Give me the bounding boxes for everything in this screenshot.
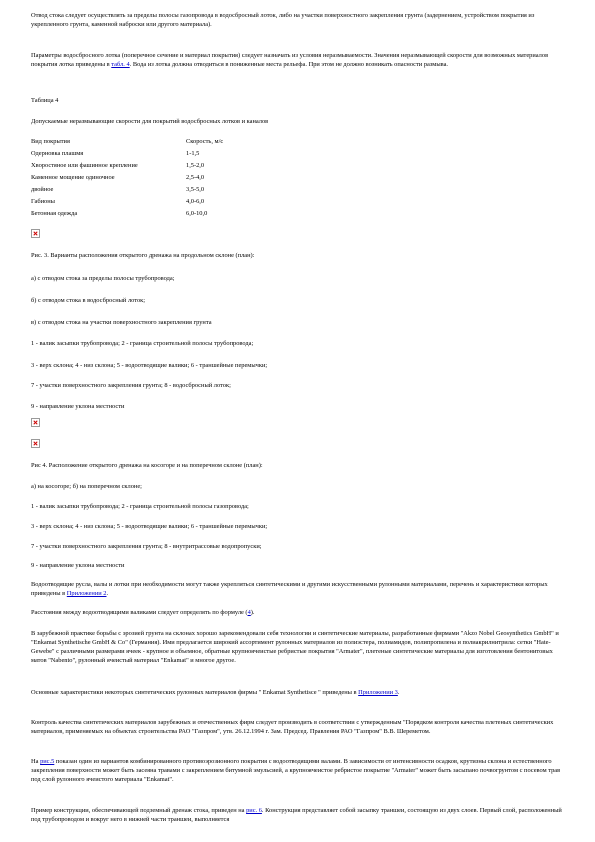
- link-table-4[interactable]: табл. 4: [111, 61, 130, 68]
- table-row: [31, 195, 371, 207]
- paragraph-drainage-channels: [31, 580, 566, 598]
- table-row: [31, 183, 371, 195]
- velocity-table: [31, 135, 371, 219]
- text-segment: Расстояния между водоотводящими валиками следует определять по формуле (: [31, 609, 248, 616]
- text-segment: Основные характеристики некоторых синтетических рулонных материалов фирмы " Enkamat Synthetisce " приведены в: [31, 689, 359, 696]
- table-cell: 1,5-2,0: [186, 161, 205, 169]
- table-row: [31, 207, 371, 219]
- text-segment: .: [106, 590, 109, 597]
- table-row: [31, 159, 371, 171]
- table-row: [31, 171, 371, 183]
- table-cell: 6,0-10,0: [186, 209, 208, 217]
- column-header: Вид покрытия: [31, 137, 70, 145]
- text-segment: . Конструкция представляет собой засыпку траншеи, состоящую из двух слоев. Первый слой, расположенный под трубопроводом и вокруг него в нижней части траншеи, выполняется: [31, 807, 562, 823]
- broken-image-icon: [31, 229, 40, 238]
- figure3-legend-item: 9 - направление уклона местности: [31, 403, 125, 410]
- text-segment: .: [397, 689, 400, 696]
- column-header: Скорость, м/с: [186, 137, 224, 145]
- text-segment: . Вода из лотка должна отводиться в пониженные места рельефа. При этом не должно возникать опасности размыва.: [129, 61, 449, 68]
- text-segment: Параметры водосбросного лотка (поперечное сечение и материал покрытия) следует назначать из условия неразмываемости. Значения неразмывающей скорости для возможных материалов покрытия лотка приведены в: [31, 52, 549, 68]
- table-cell: Бетонная одежда: [31, 209, 78, 217]
- text-segment: Пример конструкции, обеспечивающей подземный дренаж стока, приведен на: [31, 807, 247, 814]
- link-figure-5[interactable]: рис.5: [40, 758, 55, 765]
- figure3-legend-item: а) с отводом стока за пределы полосы трубопровода;: [31, 275, 175, 282]
- table-cell: Габионы: [31, 197, 55, 205]
- paragraph-characteristics: [31, 688, 566, 697]
- paragraph-quality-control: Контроль качества синтетических материалов зарубежных и отечественных фирм следует производить в соответствии с утвержденным "Порядком контроля качества плетеных синтетических материалов, применяемых на объектах строительства РАО "Газпром", утв. 26.12.1994 г. Зам. Председ. Правления РАО "Газпром" В.В. Шереметом.: [31, 719, 554, 735]
- figure4-caption: Рис 4. Расположение открытого дренажа на косогоре и на поперечном склоне (план):: [31, 462, 263, 469]
- paragraph-tray-parameters: [31, 51, 566, 69]
- figure4-legend-item: а) на косогоре; б) на поперечном склоне;: [31, 483, 142, 490]
- figure4-legend-item: 1 - валик засыпки трубопровода; 2 - граница строительной полосы газопровода;: [31, 503, 249, 510]
- table-cell: Одерновка плашмя: [31, 149, 84, 157]
- broken-image-icon: [31, 439, 40, 448]
- table-cell: 3,5-5,0: [186, 185, 205, 193]
- figure4-legend-item: 3 - верх склона; 4 - низ склона; 5 - водоотводящие валики; 6 - траншейные перемычки;: [31, 523, 268, 530]
- figure3-legend-item: 3 - верх склона; 4 - низ склона; 5 - водоотводящие валики; 6 - траншейные перемычки;: [31, 362, 268, 369]
- text-segment: ).: [250, 609, 255, 616]
- figure3-legend-item: 1 - валик засыпки трубопровода; 2 - граница строительной полосы трубопровода;: [31, 340, 254, 347]
- table-cell: 2,5-4,0: [186, 173, 205, 181]
- table-cell: 4,0-6,0: [186, 197, 205, 205]
- table-title: Допускаемые неразмывающие скорости для покрытий водосбросных лотков и каналов: [31, 118, 269, 125]
- broken-image-icon: [31, 418, 40, 427]
- link-appendix-2[interactable]: Приложении 2: [66, 590, 107, 597]
- link-figure-6[interactable]: рис. 6: [246, 807, 262, 814]
- table-cell: 1-1,5: [186, 149, 200, 157]
- paragraph-distances: [31, 608, 566, 617]
- paragraph-figure-5: [31, 757, 566, 784]
- table-caption: Таблица 4: [31, 97, 59, 104]
- figure4-legend-item: 7 - участки поверхностного закрепления грунта; 8 - внутритрассовые водопропуски;: [31, 543, 262, 550]
- figure4-legend-item: 9 - направление уклона местности: [31, 562, 125, 569]
- table-cell: Хворостяное или фашинное крепление: [31, 161, 138, 169]
- paragraph-figure-6: [31, 806, 566, 824]
- table-header-row: [31, 135, 371, 147]
- paragraph-outflow: Отвод стока следует осуществлять за пределы полосы газопровода в водосбросный лоток, либо на участки поверхностного закрепления грунта (задернением, устройством покрытия из укрепленного грунта, каменной наброски или другого материала).: [31, 12, 535, 28]
- link-appendix-3[interactable]: Приложении 3: [358, 689, 398, 696]
- text-segment: Водоотводящие русла, валы и лотки при необходимости могут также укрепляться синтетическими и другими искусственными рулонными материалами, перечень и характеристики которых приведены в: [31, 581, 548, 597]
- text-segment: показан один из вариантов комбинированного противоэрозионного покрытия с водоотводящими валами. В зависимости от интенсивности осадков, крутизны склона и естественного закрепления поверхности может быть засеяна травами с закреплением битумной эмульсией, а крупноячеистое ребристое покрытие "Armater" может быть засыпано почвогрунтом с посевом трав под слой рулонного ячеистого материала "Enkamat".: [31, 758, 561, 783]
- figure3-legend-item: 7 - участки поверхностного закрепления грунта; 8 - водосбросный лоток;: [31, 382, 231, 389]
- text-segment: На: [31, 758, 41, 765]
- link-formula-4[interactable]: 4: [247, 609, 251, 616]
- figure3-caption: Рис. 3. Варианты расположения открытого дренажа на продольном склоне (план):: [31, 252, 255, 259]
- table-cell: Каменное мощение одиночное: [31, 173, 115, 181]
- figure3-legend-item: б) с отводом стока в водосбросный лоток;: [31, 297, 146, 304]
- table-row: [31, 147, 371, 159]
- table-cell: двойное: [31, 185, 54, 193]
- figure3-legend-item: в) с отводом стока на участки поверхностного закрепления грунта: [31, 319, 212, 326]
- paragraph-foreign-practice: В зарубежной практике борьбы с эрозией грунта на склонах хорошо зарекомендовали себя технологии и синтетические материалы, разработанные фирмами "Akzo Nobel Geosynthetics GmbH" и "Enkamat Synthetische GmbH & Co" (Германия). Ими предлагается широкий ассортимент рулонных материалов из полиэстера, полиамидов, полипропилена и полиакрилнитрила: сетки "Hate-Gewebe" с различными размерами ячеек - крупное и объемное, обратные крупноячеистые ребристые покрытия "Armater", плетеные синтетические материалы для изготовления бентонитовых матов "Nabento", рулонный ячеистый материал "Enkamat" и многое другое.: [31, 630, 559, 664]
